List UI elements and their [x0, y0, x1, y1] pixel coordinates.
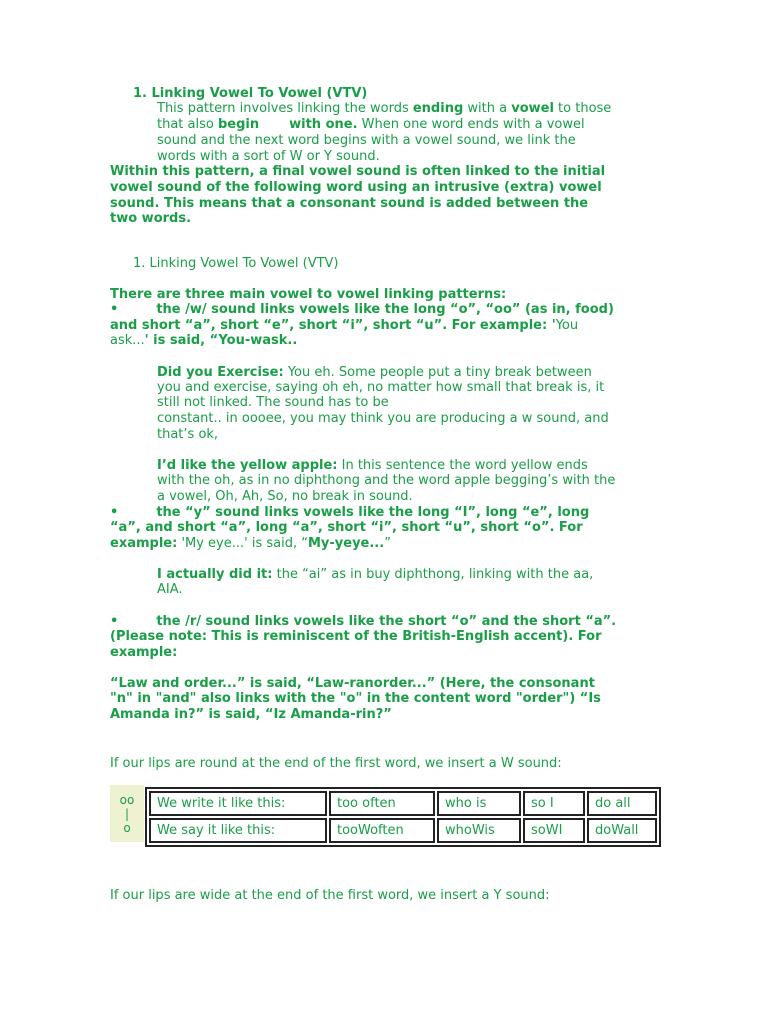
- bullet: •: [110, 614, 119, 629]
- table-cell: soWI: [523, 818, 585, 843]
- quote-line: “Law and order...” is said, “Law-ranorder...” (Here, the consonant: [110, 676, 595, 691]
- example-line: I actually did it: the “ai” as in buy diphthong, linking with the aa,: [157, 567, 594, 582]
- example-line: you and exercise, saying oh eh, no matter how small that break is, it: [157, 380, 605, 395]
- table-cell: We say it like this:: [149, 818, 327, 843]
- bullet: •: [110, 302, 119, 317]
- intro-line: There are three main vowel to vowel linking patterns:: [110, 287, 507, 302]
- y-sound-rule: If our lips are wide at the end of the first word, we insert a Y sound:: [110, 888, 550, 903]
- bold-paragraph-line: vowel sound of the following word using an intrusive (extra) vowel: [110, 180, 602, 195]
- table-cell: too often: [329, 791, 435, 816]
- quote-line: "n" in "and" also links with the "o" in the content word "order") “Is: [110, 691, 601, 706]
- example-line: a vowel, Oh, Ah, So, no break in sound.: [157, 489, 413, 504]
- table-cell: We write it like this:: [149, 791, 327, 816]
- paragraph-line: words with a sort of W or Y sound.: [157, 149, 380, 164]
- paragraph-line: This pattern involves linking the words ending with a vowel to those: [157, 101, 612, 116]
- table-cell: whoWis: [437, 818, 521, 843]
- paragraph-line: that also begin with one. When one word ends with a vowel: [157, 117, 585, 132]
- example-line: AIA.: [157, 582, 183, 597]
- symbol-top: oo: [119, 793, 135, 807]
- bold-paragraph-line: sound. This means that a consonant sound is added between the: [110, 196, 589, 211]
- bullet-w-line: ask...' is said, “You-wask..: [110, 333, 298, 348]
- symbol-bottom: o: [123, 821, 131, 835]
- example-line: constant.. in oooee, you may think you are producing a w sound, and: [157, 411, 609, 426]
- table-cell: who is: [437, 791, 521, 816]
- section-heading: 1. Linking Vowel To Vowel (VTV): [133, 86, 368, 101]
- bullet-w-line: • the /w/ sound links vowels like the long “o”, “oo” (as in, food): [110, 302, 614, 317]
- symbol-mid: |: [124, 807, 130, 821]
- lip-round-symbol: [110, 785, 144, 842]
- w-sound-rule: If our lips are round at the end of the first word, we insert a W sound:: [110, 756, 562, 771]
- table-cell: do all: [587, 791, 657, 816]
- bullet-r-line: • the /r/ sound links vowels like the short “o” and the short “a”.: [110, 614, 617, 629]
- bullet: •: [110, 505, 119, 520]
- quote-line: Amanda in?” is said, “Iz Amanda-rin?”: [110, 707, 392, 722]
- table-cell: tooWoften: [329, 818, 435, 843]
- bullet-w-line: and short “a”, short “e”, short “i”, short “u”. For example: 'You: [110, 318, 579, 333]
- example-line: that’s ok,: [157, 427, 219, 442]
- example-line: Did you Exercise: You eh. Some people put a tiny break between: [157, 365, 592, 380]
- bullet-r-line: (Please note: This is reminiscent of the British-English accent). For: [110, 629, 602, 644]
- table-row: [149, 818, 657, 843]
- bold-paragraph-line: Within this pattern, a final vowel sound is often linked to the initial: [110, 164, 606, 179]
- table-row: [149, 791, 657, 816]
- bullet-y-line: “a”, and short “a”, long “a”, short “i”, short “u”, short “o”. For: [110, 520, 583, 535]
- section-heading: 1. Linking Vowel To Vowel (VTV): [133, 256, 339, 271]
- example-line: with the oh, as in no diphthong and the word apple begging’s with the: [157, 473, 616, 488]
- bullet-r-line: example:: [110, 645, 178, 660]
- bullet-y-line: example: 'My eye...' is said, “My-yeye...”: [110, 536, 391, 551]
- bold-paragraph-line: two words.: [110, 211, 192, 226]
- w-sound-table: [145, 787, 661, 847]
- example-line: still not linked. The sound has to be: [157, 395, 389, 410]
- paragraph-line: sound and the next word begins with a vowel sound, we link the: [157, 133, 576, 148]
- bullet-y-line: • the “y” sound links vowels like the long “I”, long “e”, long: [110, 505, 590, 520]
- table-cell: so I: [523, 791, 585, 816]
- example-line: I’d like the yellow apple: In this sentence the word yellow ends: [157, 458, 588, 473]
- table-cell: doWall: [587, 818, 657, 843]
